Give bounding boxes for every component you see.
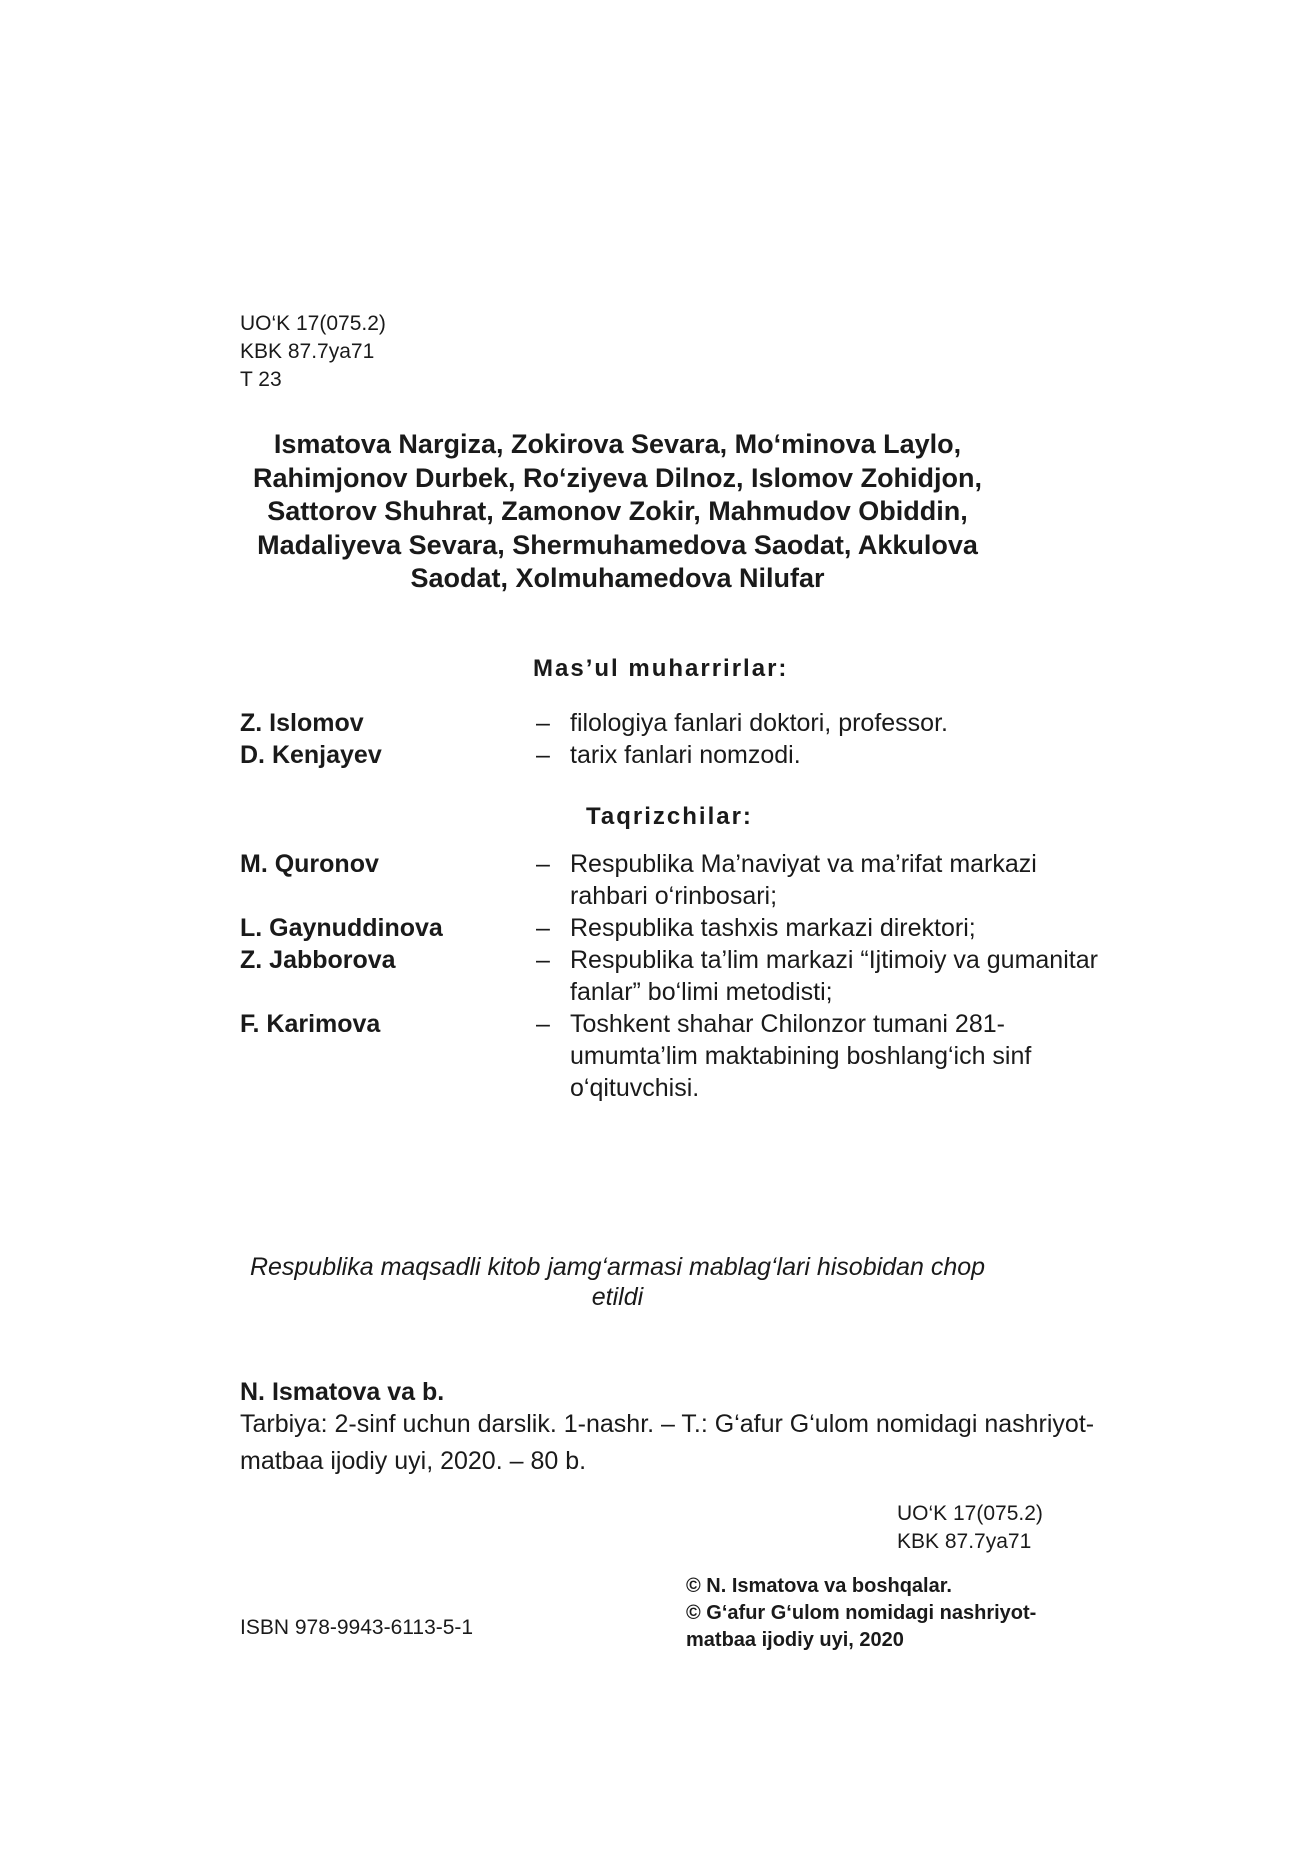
- dash: –: [536, 914, 550, 942]
- reviewer-name: Z. Jabborova: [240, 946, 396, 974]
- copyright-line: © N. Ismatova va boshqalar.: [686, 1575, 952, 1597]
- classification-block: [240, 310, 386, 394]
- dash: –: [536, 850, 550, 878]
- reviewer-name: M. Quronov: [240, 850, 379, 878]
- editor-role: filologiya fanlari doktori, professor.: [570, 709, 948, 737]
- reviewer-name: L. Gaynuddinova: [240, 914, 443, 942]
- copyright-line: © G‘afur G‘ulom nomidagi nashriyot-: [686, 1602, 1037, 1624]
- isbn: ISBN 978-9943-6113-5-1: [240, 1616, 474, 1639]
- editor-name: D. Kenjayev: [240, 741, 382, 769]
- editor-role: tarix fanlari nomzodi.: [570, 741, 801, 769]
- udc-code: UO‘K 17(075.2): [897, 1502, 1043, 1525]
- authors-list: Ismatova Nargiza, Zokirova Sevara, Mo‘minova Laylo, Rahimjonov Durbek, Ro‘ziyeva Dilnoz, Islomov Zohidjon, Sattorov Shuhrat, Zamonov Zokir, Mahmudov Obiddin, Madaliyeva Sevara, Shermuhamedova Saodat, Akkulova Saodat, Xolmuhamedova Nilufar: [252, 429, 983, 593]
- reviewer-role: Respublika tashxis markazi direktori;: [570, 914, 976, 942]
- funding-note: Respublika maqsadli kitob jamg‘armasi mablag‘lari hisobidan chop etildi: [249, 1253, 986, 1311]
- reviewer-role: Respublika Ma’naviyat va ma’rifat markazi rahbari o‘rinbosari;: [570, 850, 1037, 910]
- author-mark: T 23: [240, 368, 282, 391]
- dash: –: [536, 741, 550, 769]
- editor-name: Z. Islomov: [240, 709, 364, 737]
- reviewer-role: Respublika ta’lim markazi “Ijtimoiy va gumanitar fanlar” bo‘limi metodisti;: [570, 946, 1098, 1006]
- dash: –: [536, 946, 550, 974]
- reviewer-name: F. Karimova: [240, 1010, 381, 1038]
- dash: –: [536, 1010, 550, 1038]
- copyright-line: matbaa ijodiy uyi, 2020: [686, 1629, 904, 1651]
- bibliography-description: Tarbiya: 2-sinf uchun darslik. 1-nashr. – T.: G‘afur G‘ulom nomidagi nashriyot-matbaa ijodiy uyi, 2020. – 80 b.: [240, 1410, 1095, 1475]
- reviewers-heading: Taqrizchilar:: [586, 803, 753, 830]
- bibliography-author: N. Ismatova va b.: [240, 1378, 445, 1406]
- dash: –: [536, 709, 550, 737]
- reviewer-role: Toshkent shahar Chilonzor tumani 281-umumta’lim maktabining boshlang‘ich sinf o‘qituvchisi.: [570, 1010, 1032, 1102]
- udc-code: UO‘K 17(075.2): [240, 312, 386, 335]
- bbk-code: KBK 87.7ya71: [897, 1530, 1032, 1553]
- classification-block-bottom: [897, 1500, 1043, 1556]
- copyright-block: [686, 1573, 1126, 1654]
- bbk-code: KBK 87.7ya71: [240, 340, 375, 363]
- editors-heading: Mas’ul muharrirlar:: [533, 655, 789, 682]
